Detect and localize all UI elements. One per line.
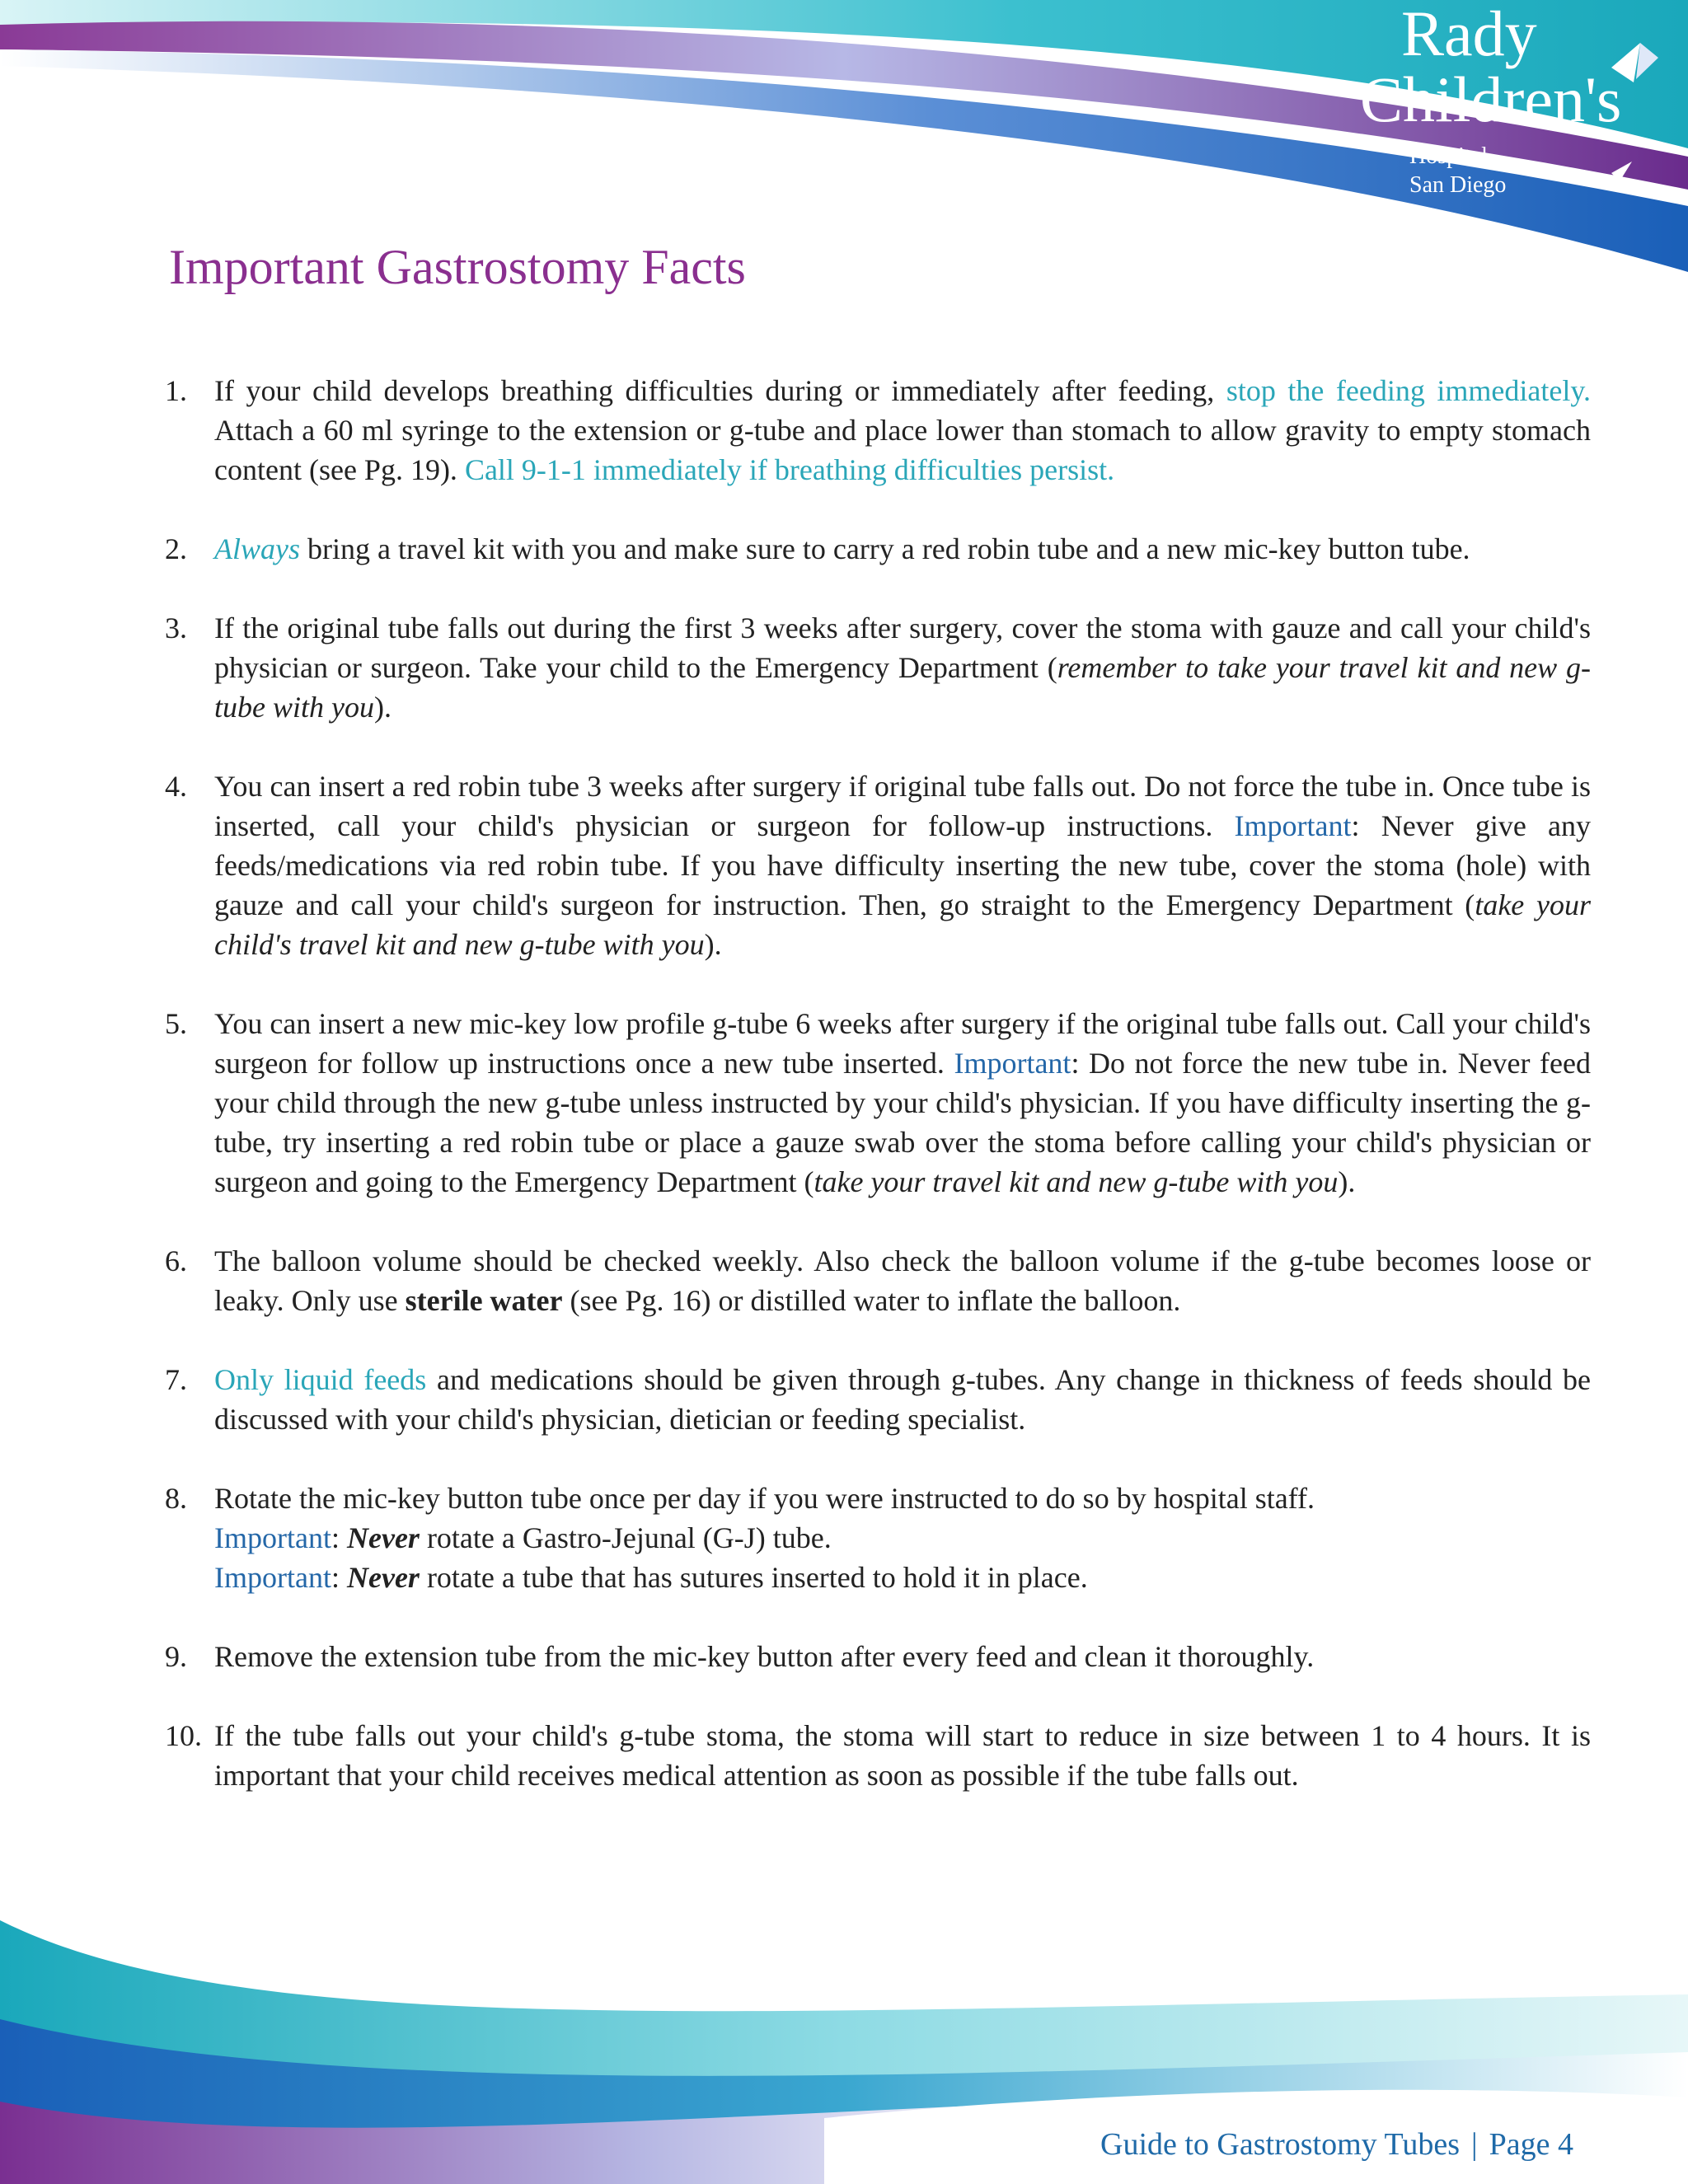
fact-highlight: Only liquid feeds	[214, 1363, 427, 1396]
footer-guide-title: Guide to Gastrostomy Tubes	[1100, 2127, 1460, 2162]
fact-item-5	[165, 1004, 1591, 1202]
fact-text: Attach a 60 ml syringe to the extension or g-tube and place lower than stomach to allow gravity to empty stomach content (see Pg. 19).	[214, 414, 1591, 486]
logo-line-rady: Rady	[1401, 0, 1537, 69]
fact-number: 8.	[165, 1482, 187, 1515]
fact-text: (see Pg. 16) or distilled water to inflate the balloon.	[562, 1284, 1181, 1317]
fact-number: 10.	[165, 1719, 202, 1752]
fact-italic-note: remember to take your travel kit and new g-tube with you	[214, 651, 1591, 724]
fact-item-8	[165, 1479, 1591, 1597]
fact-item-6	[165, 1241, 1591, 1320]
fact-highlight: Call 9-1-1 immediately if breathing difficulties persist.	[464, 453, 1115, 486]
fact-number: 9.	[165, 1640, 187, 1673]
fact-item-1	[165, 371, 1591, 490]
page-title: Important Gastrostomy Facts	[169, 240, 746, 294]
logo-hospital-text: Hospital	[1409, 143, 1488, 169]
fact-item-10	[165, 1716, 1591, 1795]
fact-text: ).	[373, 691, 392, 724]
fact-text: : Never give any feeds/medications via red robin tube. If you have difficulty inserting the new tube, cover the stoma (hole) with gauze and call your child's surgeon for instruction. Then, go straight to the Emergency Department (	[214, 809, 1591, 921]
fact-item-9	[165, 1637, 1591, 1676]
facts-list	[165, 371, 1591, 1835]
fact-bold: Never	[346, 1561, 420, 1594]
important-label: Important	[1234, 809, 1352, 842]
fact-text: rotate a tube that has sutures inserted to hold it in place.	[419, 1561, 1088, 1594]
fact-number: 7.	[165, 1363, 187, 1396]
important-label: Important	[214, 1561, 331, 1594]
important-line	[214, 1518, 1591, 1558]
fact-text: bring a travel kit with you and make sure to carry a red robin tube and a new mic-key button tube.	[300, 532, 1470, 565]
hospital-logo	[1352, 0, 1681, 206]
logo-line-hospital	[1409, 142, 1506, 199]
fact-text: Remove the extension tube from the mic-key button after every feed and clean it thoroughly.	[214, 1640, 1315, 1673]
logo-city-text: San Diego	[1409, 172, 1507, 198]
fact-italic-note: take your child's travel kit and new g-tube with you	[214, 888, 1592, 961]
fact-italic-note: take your travel kit and new g-tube with you	[814, 1165, 1339, 1198]
fact-text: :	[331, 1561, 347, 1594]
fact-bold: sterile water	[405, 1284, 563, 1317]
fact-text: Rotate the mic-key button tube once per day if you were instructed to do so by hospital staff.	[214, 1482, 1315, 1515]
important-label: Important	[214, 1521, 331, 1554]
fact-item-2	[165, 529, 1591, 569]
fact-text: You can insert a new mic-key low profile g-tube 6 weeks after surgery if the original tube falls out. Call your child's surgeon for follow up instructions once a new tube inserted.	[214, 1007, 1591, 1080]
fact-text: ).	[1338, 1165, 1356, 1198]
fact-text: If the original tube falls out during the first 3 weeks after surgery, cover the stoma with gauze and call your child's physician or surgeon. Take your child to the Emergency Department (	[214, 612, 1591, 684]
fact-bold: Never	[346, 1521, 420, 1554]
fact-number: 4.	[165, 770, 187, 803]
fact-text: If the tube falls out your child's g-tube stoma, the stoma will start to reduce in size between 1 to 4 hours. It is important that your child receives medical attention as soon as possible if the tube falls out.	[214, 1719, 1591, 1792]
page-footer	[1100, 2126, 1573, 2163]
important-label: Important	[954, 1047, 1071, 1080]
fact-text: and medications should be given through g-tubes. Any change in thickness of feeds should be discussed with your child's physician, dietician or feeding specialist.	[214, 1363, 1591, 1436]
footer-separator: |	[1470, 2127, 1478, 2162]
fact-highlight: Always	[214, 532, 300, 565]
fact-item-7	[165, 1360, 1591, 1439]
fact-text: You can insert a red robin tube 3 weeks after surgery if original tube falls out. Do not force the tube in. Once tube is inserted, call your child's physician or surgeon for follow-up instructions.	[214, 770, 1591, 842]
fact-text: :	[331, 1521, 347, 1554]
fact-number: 3.	[165, 612, 187, 644]
fact-text: If your child develops breathing difficulties during or immediately after feeding,	[214, 374, 1226, 407]
fact-item-3	[165, 608, 1591, 727]
important-line	[214, 1558, 1591, 1597]
fact-number: 6.	[165, 1244, 187, 1277]
fact-text: ).	[704, 928, 722, 961]
fact-number: 1.	[165, 374, 187, 407]
footer-page-number: Page 4	[1489, 2127, 1573, 2162]
fact-text: rotate a Gastro-Jejunal (G-J) tube.	[419, 1521, 832, 1554]
logo-line-childrens: Children's	[1360, 63, 1622, 135]
fact-highlight: stop the feeding immediately.	[1226, 374, 1591, 407]
fact-item-4	[165, 766, 1591, 964]
fact-number: 2.	[165, 532, 187, 565]
fact-number: 5.	[165, 1007, 187, 1040]
fact-text: : Do not force the new tube in. Never feed your child through the new g-tube unless instructed by your child's physician. If you have difficulty inserting the g-tube, try inserting a red robin tube or place a gauze swab over the stoma before calling your child's physician or surgeon and going to the Emergency Department (	[214, 1047, 1591, 1198]
fact-text: The balloon volume should be checked weekly. Also check the balloon volume if the g-tube becomes loose or leaky. Only use	[214, 1244, 1591, 1317]
